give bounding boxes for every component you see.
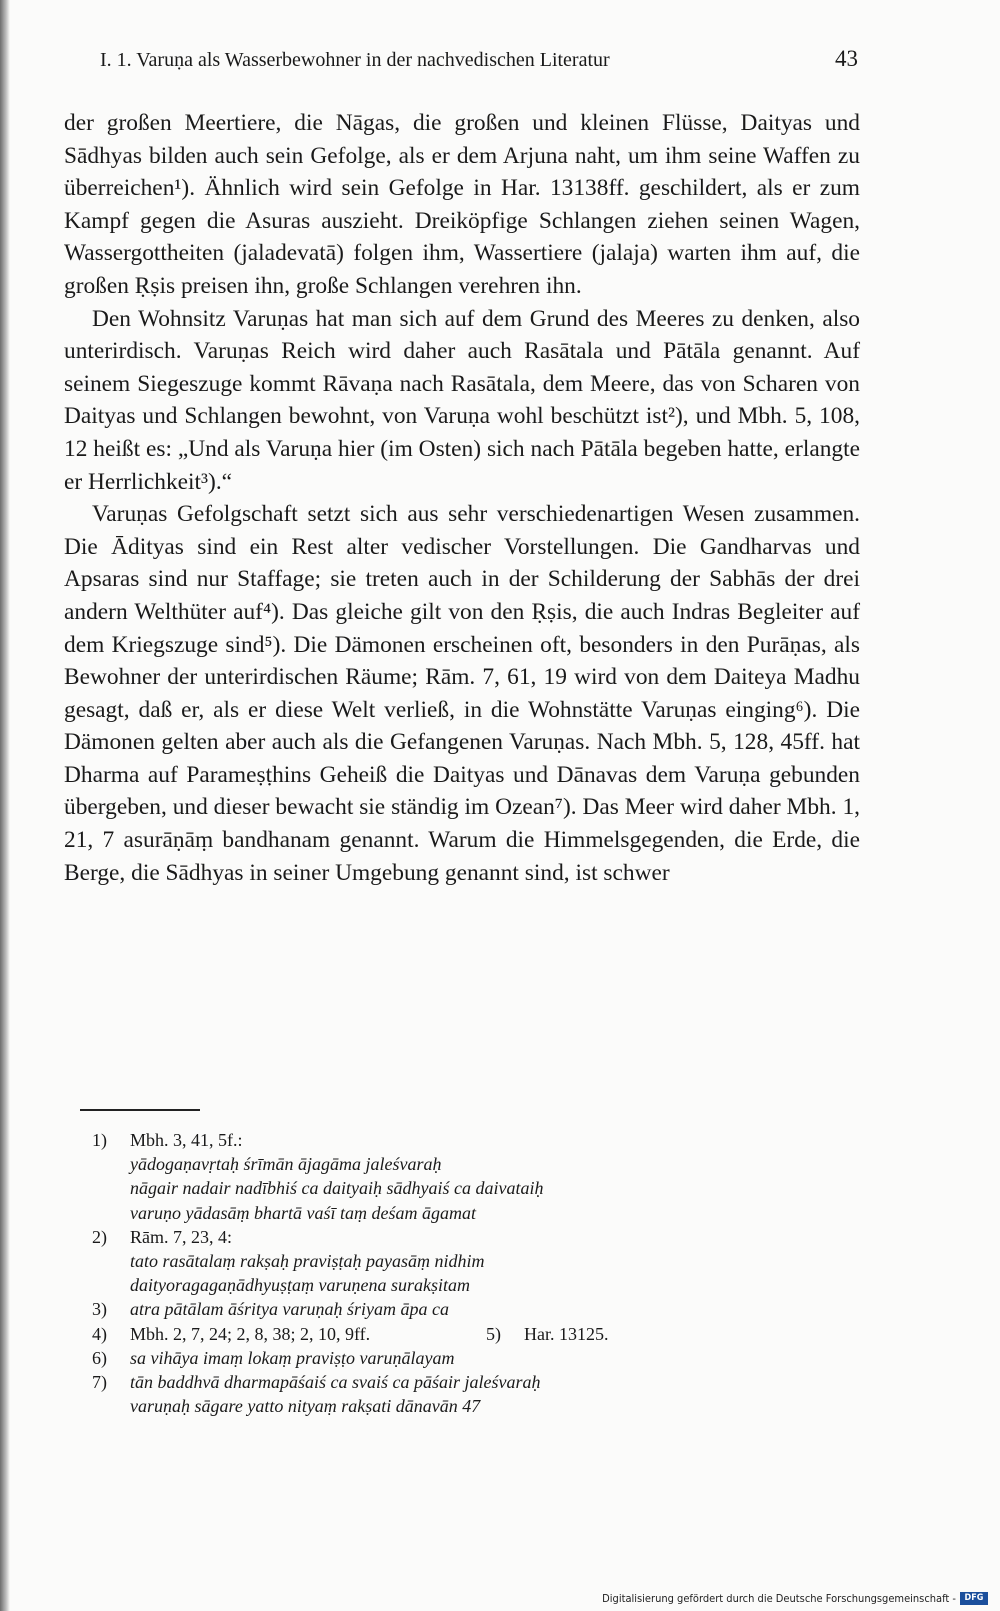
footnote-mark: 2) bbox=[92, 1226, 107, 1247]
verse-line: tān baddhvā dharmapāśaiś ca svaiś ca pāśair jaleśvaraḥ bbox=[130, 1372, 541, 1393]
footnote-ref: Mbh. 3, 41, 5f.: bbox=[130, 1130, 243, 1150]
verse-line: atra pātālam āśritya varuṇaḥ śriyam āpa ca bbox=[130, 1299, 449, 1320]
running-header bbox=[100, 46, 858, 80]
footnotes bbox=[92, 1128, 852, 1418]
dfg-logo: DFG bbox=[960, 1592, 988, 1605]
footnote-separator bbox=[80, 1109, 200, 1111]
verse-line: varuṇaḥ sāgare yatto nityaṃ rakṣati dānavān 47 bbox=[130, 1396, 481, 1417]
footnote-mark: 3) bbox=[92, 1299, 107, 1320]
main-text bbox=[64, 107, 860, 889]
paragraph-1: der großen Meertiere, die Nāgas, die großen und kleinen Flüsse, Daityas und Sādhyas bilden auch sein Gefolge, als er dem Arjuna naht, um ihm seine Waffen zu überreichen¹). Ähnlich wird sein Gefolge in Har. 13138ff. geschildert, als er zum Kampf gegen die Asuras auszieht. Dreiköpfige Schlangen ziehen seinen Wagen, Wassergottheiten (jaladevatā) folgen ihm, Wassertiere (jalaja) warten ihm auf, die großen Ṛṣis preisen ihn, große Schlangen verehren ihn. bbox=[64, 110, 860, 299]
footnote-mark: 6) bbox=[92, 1347, 107, 1368]
footnote-1 bbox=[92, 1128, 852, 1225]
footnote-ref: Rām. 7, 23, 4: bbox=[130, 1226, 232, 1247]
verse-line: varuṇo yādasāṃ bhartā vaśī taṃ deśam āgamat bbox=[130, 1202, 476, 1223]
paragraph-2: Den Wohnsitz Varuṇas hat man sich auf dem Grund des Meeres zu denken, also unterirdisch. Varuṇas Reich wird daher auch Rasātala und Pātāla genannt. Auf seinem Siegeszuge kommt Rāvaṇa nach Rasātala, dem Meere, das von Scharen von Daityas und Schlangen bewohnt, von Varuṇa wohl beschützt ist²), und Mbh. 5, 108, 12 heißt es: „Und als Varuṇa hier (im Osten) sich nach Pātāla begeben hatte, erlangte er Herrlichkeit³).“ bbox=[64, 305, 860, 495]
credit-text: Digitalisierung gefördert durch die Deutsche Forschungsgemeinschaft - bbox=[602, 1592, 956, 1605]
footnote-6 bbox=[92, 1346, 852, 1370]
footnote-4-5 bbox=[92, 1322, 852, 1346]
page-number: 43 bbox=[835, 46, 858, 71]
footnote-mark: 4) bbox=[92, 1323, 107, 1344]
digitization-credit bbox=[602, 1592, 988, 1605]
paragraph-3: Varuṇas Gefolgschaft setzt sich aus sehr verschiedenartigen Wesen zusammen. Die Ādityas sind ein Rest alter vedischer Vorstellungen. Die Gandharvas und Apsaras sind nur Staffage; sie treten auch in der Schilderung der Sabhās der drei andern Welthüter auf⁴). Das gleiche gilt von den Ṛṣis, die auch Indras Begleiter auf dem Kriegszuge sind⁵). Die Dämonen erscheinen oft, besonders in den Purāṇas, als Bewohner der unterirdischen Räume; Rām. 7, 61, 19 wird von dem Daiteya Madhu gesagt, daß er, als er diese Welt verließ, in die Wohnstätte Varuṇas einging⁶). Die Dämonen gelten aber auch als die Gefangenen Varuṇas. Nach Mbh. 5, 128, 45ff. hat Dharma auf Parameṣṭhins Geheiß die Daityas und Dānavas dem Varuṇa gebunden übergeben, und dieser bewacht sie ständig im Ozean⁷). Das Meer wird daher Mbh. 1, 21, 7 asurāṇāṃ bandhanam genannt. Warum die Himmelsgegenden, die Erde, die Berge, die Sādhyas in seiner Umgebung genannt sind, ist schwer bbox=[64, 501, 860, 886]
verse-line: sa vihāya imaṃ lokaṃ praviṣṭo varuṇālayam bbox=[130, 1347, 455, 1368]
footnote-mark: 1) bbox=[92, 1130, 107, 1150]
footnote-3 bbox=[92, 1297, 852, 1321]
footnote-7 bbox=[92, 1370, 852, 1418]
footnote-5 bbox=[486, 1322, 609, 1346]
book-spine-shadow bbox=[0, 0, 10, 1611]
footnote-2 bbox=[92, 1225, 852, 1298]
verse-line: nāgair nadair nadībhiś ca daityaiḥ sādhyaiś ca daivataiḥ bbox=[130, 1178, 544, 1199]
footnote-5-text: Har. 13125. bbox=[524, 1323, 609, 1344]
footnote-4-text: Mbh. 2, 7, 24; 2, 8, 38; 2, 10, 9ff. bbox=[130, 1323, 371, 1344]
running-title: I. 1. Varuṇa als Wasserbewohner in der nachvedischen Literatur bbox=[100, 49, 610, 71]
verse-line: yādogaṇavṛtaḥ śrīmān ājagāma jaleśvaraḥ bbox=[130, 1154, 442, 1175]
footnote-mark: 5) bbox=[486, 1323, 501, 1344]
verse-line: daityoragagaṇādhyuṣṭaṃ varuṇena surakṣitam bbox=[130, 1275, 470, 1296]
footnote-mark: 7) bbox=[92, 1372, 107, 1393]
verse-line: tato rasātalaṃ rakṣaḥ praviṣṭaḥ payasāṃ nidhim bbox=[130, 1251, 485, 1272]
